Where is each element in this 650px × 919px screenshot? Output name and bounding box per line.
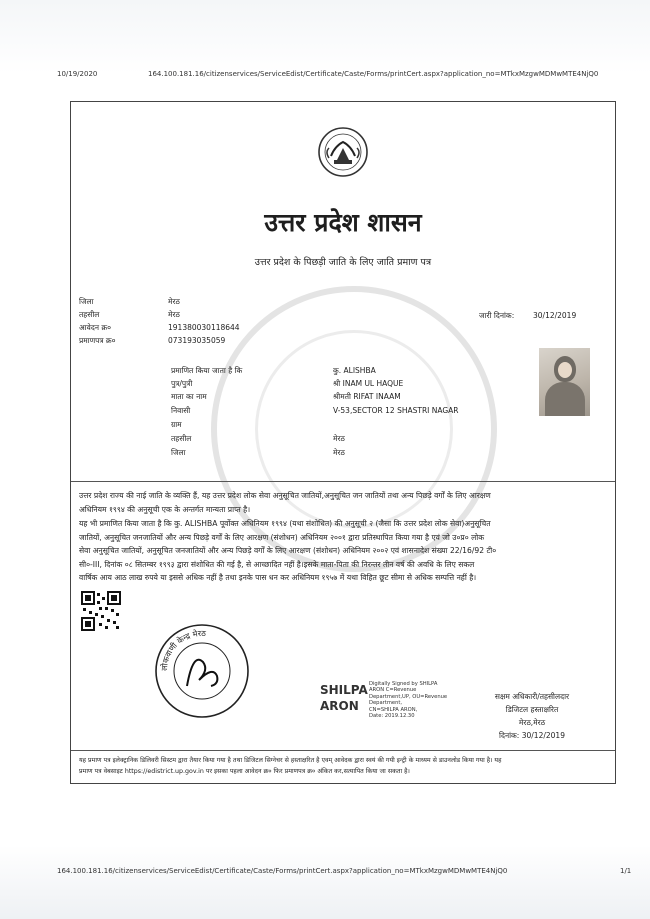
resident-label: निवासी (171, 406, 191, 415)
print-url-footer: 164.100.181.16/citizenservices/ServiceEdist/Certificate/Caste/Forms/printCert.aspx?application_no=MTkxMzgwMDMwMTE4NjQ0 (57, 867, 508, 875)
application-no-value: 191380030118644 (168, 323, 240, 332)
father-name: श्री INAM UL HAQUE (333, 379, 404, 388)
person-tehsil-value: मेरठ (333, 434, 345, 443)
officer-place: मेरठ,मेरठ (518, 718, 546, 727)
person-tehsil-label: तहसील (171, 434, 192, 443)
resident-address: V-53,SECTOR 12 SHASTRI NAGAR (333, 406, 459, 415)
official-seal (153, 622, 251, 720)
applicant-name: कु. ALISHBA (333, 366, 376, 375)
certificate-no-value: 073193035059 (168, 336, 226, 345)
state-emblem-icon (317, 126, 369, 178)
officer-signature: डिजिटल हस्ताक्षरित (505, 705, 559, 714)
person-district-label: जिला (171, 448, 186, 457)
certificate-no-label: प्रमाणपत्र क्र० (79, 336, 116, 345)
certify-label: प्रमाणित किया जाता है कि (171, 366, 243, 375)
district-label: जिला (79, 297, 94, 306)
applicant-photo (539, 348, 590, 416)
print-date: 10/19/2020 (57, 70, 98, 78)
son-daughter-label: पुत्र/पुत्री (171, 379, 193, 388)
page-number: 1/1 (620, 867, 632, 875)
svg-text:लोकवाणी केन्द्र मेरठ: लोकवाणी केन्द्र मेरठ (159, 628, 207, 672)
district-value: मेरठ (168, 297, 180, 306)
tehsil-label: तहसील (79, 310, 100, 319)
mother-name-label: माता का नाम (171, 392, 207, 401)
issue-date-label: जारी दिनांक: (479, 311, 515, 320)
income-statement: यह भी प्रमाणित किया जाता है कि कु. ALISHBA पूर्वोक्त अधिनियम १९९४ (यथा संशोधित) की अनुसूची २ (जैसा कि उत्तर प्रदेश लोक सेवा)अनुसूचित जातियों, अनुसूचित जनजातियों और अन्य पिछड़े वर्गों के लिए आरक्षण (संशोधन) अधिनियम २००१ द्वारा प्रतिस्थापित किया गया है एवं जो उ०प्र० लोक सेवा अनुसूचित जातियों, अनुसूचित जनजातियों और अन्य पिछड़े वर्गों के लिए आरक्षण (संशोधन) अधिनियम २००२ एवं शासनादेश संख्या 22/16/92 टी० सी०-III, दिनांक ०८ सितम्बर १९९३ द्वारा संशोधित की गई है, से आच्छादित नहीं है।इसके माता-पिता की निरन्तर तीन वर्ष की अवधि के लिए सकल वार्षिक आय आठ लाख रुपये या इससे अधिक नहीं है तथा इनके पास धन कर अधिनियम १९५७ में यथा विहित छूट सीमा से अधिक सम्पत्ति नहीं है। (79, 519, 497, 582)
issue-date-value: 30/12/2019 (533, 311, 577, 320)
officer-date: दिनांक: 30/12/2019 (499, 731, 565, 740)
digital-signature-details: Digitally Signed by SHILPA ARON C=Revenue Department,UP, OU=Revenue Department, CN=SHILPA ARON, Date: 2019.12.30 (369, 681, 448, 720)
certificate-subtitle: उत्तर प्रदेश के पिछड़ी जाति के लिए जाति प्रमाण पत्र (254, 257, 432, 268)
village-label: ग्राम (171, 420, 182, 429)
application-no-label: आवेदन क्र० (79, 323, 112, 332)
caste-statement: उत्तर प्रदेश राज्य की नाई जाति के व्यक्ति हैं, यह उत्तर प्रदेश लोक सेवा अनुसूचित जातियों,अनुसूचित जन जातियों तथा अन्य पिछड़े वर्गों के लिए आरक्षण अधिनियम १९९४ की अनुसूची एक के अन्तर्गत मान्यता प्राप्त है। (79, 491, 491, 514)
certificate-frame (70, 101, 616, 784)
person-district-value: मेरठ (333, 448, 345, 457)
verification-note: यह प्रमाण पत्र इलेक्ट्रानिक डिलिवरी सिस्टम द्वारा तैयार किया गया है तथा डिजिटल सिग्नेचर से हस्ताक्षरित है एवम् आवेदक द्वारा स्वयं की गयी इन्ट्री के माध्यम से डाउनलोड किया गया है। यह प्रमाण पत्र वेबसाइट https://edistrict.up.gov.in पर इसका पहला आवेदन क्र० फिर प्रमाणपत्र क्र० अंकित कर,सत्यापित किया जा सकता है। (79, 757, 502, 775)
page-title: उत्तर प्रदेश शासन (264, 208, 422, 237)
print-url-header: 164.100.181.16/citizenservices/ServiceEdist/Certificate/Caste/Forms/printCert.aspx?application_no=MTkxMzgwMDMwMTE4NjQ0 (148, 70, 599, 78)
divider-top (71, 481, 615, 482)
tehsil-value: मेरठ (168, 310, 180, 319)
officer-designation: सक्षम अधिकारी/तहसीलदार (494, 692, 570, 701)
qr-code (81, 591, 121, 631)
digital-signature-name: SHILPA ARON (320, 683, 368, 713)
divider-bottom (71, 750, 615, 751)
mother-name: श्रीमती RIFAT INAAM (333, 392, 401, 401)
